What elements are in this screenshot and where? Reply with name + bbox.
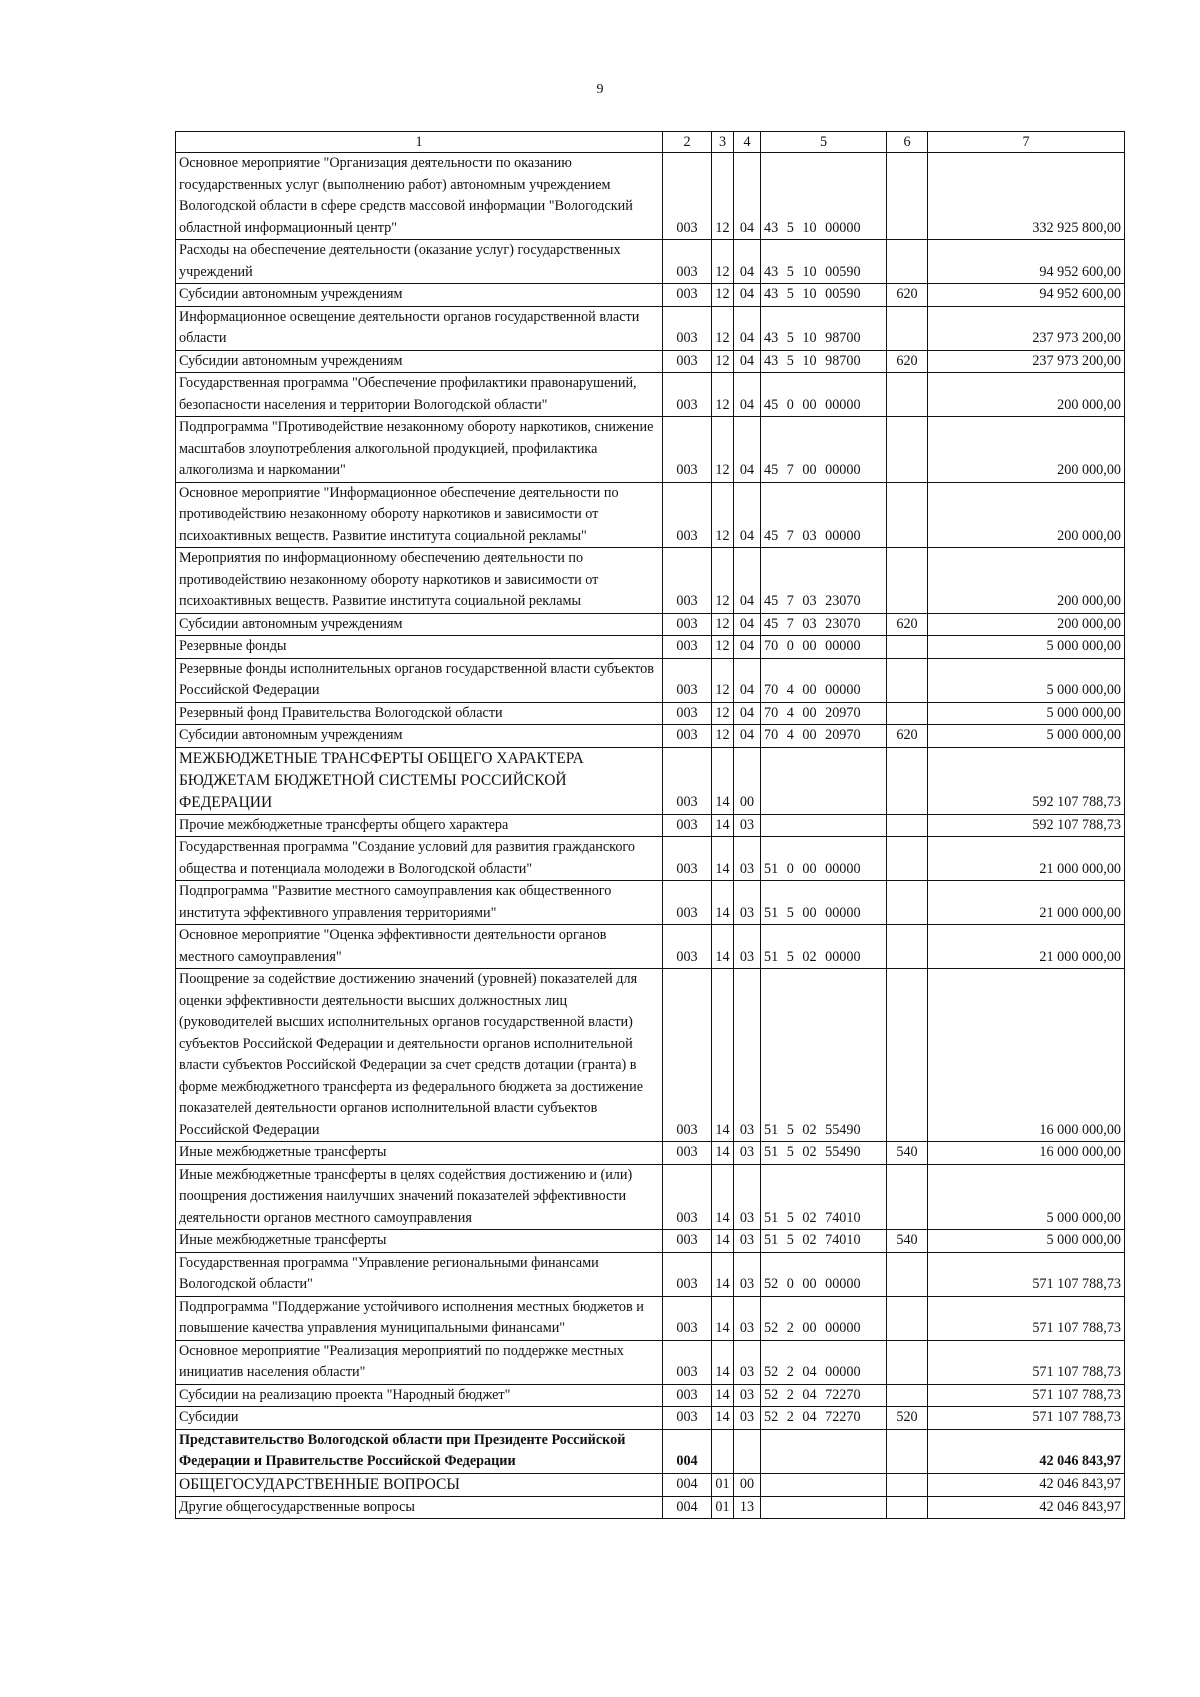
row-expense-type-code	[887, 636, 928, 659]
row-section-code: 14	[712, 1230, 734, 1253]
row-amount: 42 046 843,97	[928, 1496, 1125, 1519]
row-amount: 571 107 788,73	[928, 1384, 1125, 1407]
row-expense-type-code	[887, 881, 928, 925]
row-section-code: 12	[712, 417, 734, 483]
row-target-article-code: 45 7 03 23070	[761, 613, 887, 636]
row-subsection-code: 03	[734, 925, 761, 969]
row-section-code: 14	[712, 925, 734, 969]
table-row	[176, 1296, 1125, 1340]
row-expense-type-code	[887, 1296, 928, 1340]
row-target-article-code: 51 5 02 00000	[761, 925, 887, 969]
row-target-article-code: 51 0 00 00000	[761, 837, 887, 881]
row-target-article-code: 51 5 02 55490	[761, 969, 887, 1142]
row-expense-type-code: 620	[887, 284, 928, 307]
row-section-code: 14	[712, 814, 734, 837]
col-header-4: 4	[734, 132, 761, 153]
col-header-2: 2	[663, 132, 712, 153]
row-section-code: 12	[712, 373, 734, 417]
row-grbs-code: 003	[663, 153, 712, 240]
row-amount: 42 046 843,97	[928, 1429, 1125, 1473]
row-grbs-code: 003	[663, 1407, 712, 1430]
row-description: Государственная программа "Управление региональными финансами Вологодской области"	[176, 1252, 663, 1296]
row-amount: 5 000 000,00	[928, 1164, 1125, 1230]
row-grbs-code: 003	[663, 1164, 712, 1230]
row-grbs-code: 003	[663, 837, 712, 881]
table-row	[176, 1496, 1125, 1519]
row-grbs-code: 003	[663, 482, 712, 548]
table-row	[176, 284, 1125, 307]
row-amount: 592 107 788,73	[928, 814, 1125, 837]
row-target-article-code: 70 4 00 00000	[761, 658, 887, 702]
row-grbs-code: 003	[663, 1340, 712, 1384]
row-section-code: 01	[712, 1473, 734, 1496]
row-amount: 332 925 800,00	[928, 153, 1125, 240]
row-grbs-code: 003	[663, 284, 712, 307]
row-subsection-code: 04	[734, 548, 761, 614]
row-section-code: 14	[712, 1296, 734, 1340]
row-target-article-code	[761, 1473, 887, 1496]
row-expense-type-code	[887, 1340, 928, 1384]
row-description: Поощрение за содействие достижению значений (уровней) показателей для оценки эффективности деятельности высших должностных лиц (руководителей высших исполнительных органов государственной власти) субъектов Российской Федерации и деятельности органов исполнительной власти субъектов Российской Федерации за счет средств дотации (гранта) в форме межбюджетного трансферта из федерального бюджета за достижение показателей деятельности органов исполнительной власти субъектов Российской Федерации	[176, 969, 663, 1142]
row-description: Подпрограмма "Противодействие незаконному обороту наркотиков, снижение масштабов злоупотребления алкогольной продукцией, профилактика алкоголизма и наркомании"	[176, 417, 663, 483]
row-expense-type-code	[887, 153, 928, 240]
row-target-article-code: 52 2 04 00000	[761, 1340, 887, 1384]
table-row	[176, 747, 1125, 814]
row-grbs-code: 003	[663, 417, 712, 483]
row-section-code: 12	[712, 284, 734, 307]
row-expense-type-code	[887, 658, 928, 702]
row-amount: 5 000 000,00	[928, 725, 1125, 748]
row-target-article-code: 52 2 04 72270	[761, 1407, 887, 1430]
row-subsection-code: 04	[734, 725, 761, 748]
budget-table	[175, 131, 1125, 1519]
row-amount: 5 000 000,00	[928, 702, 1125, 725]
table-row	[176, 925, 1125, 969]
table-row	[176, 1252, 1125, 1296]
row-description: Мероприятия по информационному обеспечению деятельности по противодействию незаконному обороту наркотиков и зависимости от психоактивных веществ. Развитие института социальной рекламы	[176, 548, 663, 614]
row-amount: 200 000,00	[928, 482, 1125, 548]
row-target-article-code: 45 0 00 00000	[761, 373, 887, 417]
table-row	[176, 350, 1125, 373]
table-row	[176, 636, 1125, 659]
row-section-code: 14	[712, 747, 734, 814]
row-section-code: 12	[712, 306, 734, 350]
row-description: ОБЩЕГОСУДАРСТВЕННЫЕ ВОПРОСЫ	[176, 1473, 663, 1496]
table-row	[176, 417, 1125, 483]
row-subsection-code: 03	[734, 969, 761, 1142]
row-section-code: 12	[712, 153, 734, 240]
table-row	[176, 1164, 1125, 1230]
row-subsection-code: 04	[734, 373, 761, 417]
row-target-article-code: 52 0 00 00000	[761, 1252, 887, 1296]
row-target-article-code: 43 5 10 00000	[761, 153, 887, 240]
table-row	[176, 1230, 1125, 1253]
row-description: Субсидии	[176, 1407, 663, 1430]
row-description: Иные межбюджетные трансферты в целях содействия достижению и (или) поощрения достижения наилучших значений показателей эффективности деятельности органов местного самоуправления	[176, 1164, 663, 1230]
table-row	[176, 1340, 1125, 1384]
table-row	[176, 373, 1125, 417]
row-expense-type-code: 620	[887, 613, 928, 636]
row-description: Основное мероприятие "Информационное обеспечение деятельности по противодействию незаконному обороту наркотиков и зависимости от психоактивных веществ. Развитие института социальной рекламы"	[176, 482, 663, 548]
row-amount: 571 107 788,73	[928, 1252, 1125, 1296]
row-grbs-code: 003	[663, 658, 712, 702]
row-description: Резервный фонд Правительства Вологодской области	[176, 702, 663, 725]
header-row	[176, 132, 1125, 153]
row-expense-type-code	[887, 1429, 928, 1473]
row-description: Резервные фонды исполнительных органов государственной власти субъектов Российской Федерации	[176, 658, 663, 702]
row-expense-type-code	[887, 747, 928, 814]
table-row	[176, 837, 1125, 881]
row-section-code: 12	[712, 725, 734, 748]
row-subsection-code: 03	[734, 1384, 761, 1407]
row-subsection-code: 04	[734, 417, 761, 483]
row-description: Резервные фонды	[176, 636, 663, 659]
row-amount: 5 000 000,00	[928, 658, 1125, 702]
row-amount: 16 000 000,00	[928, 1142, 1125, 1165]
table-row	[176, 153, 1125, 240]
row-subsection-code: 00	[734, 747, 761, 814]
row-expense-type-code: 540	[887, 1230, 928, 1253]
row-grbs-code: 003	[663, 240, 712, 284]
row-expense-type-code	[887, 925, 928, 969]
table-row	[176, 1473, 1125, 1496]
table-row	[176, 482, 1125, 548]
row-expense-type-code	[887, 814, 928, 837]
row-grbs-code: 003	[663, 548, 712, 614]
row-amount: 200 000,00	[928, 613, 1125, 636]
row-expense-type-code	[887, 1496, 928, 1519]
row-target-article-code: 70 4 00 20970	[761, 702, 887, 725]
row-subsection-code: 04	[734, 306, 761, 350]
table-row	[176, 1384, 1125, 1407]
row-grbs-code: 003	[663, 814, 712, 837]
row-section-code: 14	[712, 1340, 734, 1384]
row-description: Субсидии автономным учреждениям	[176, 284, 663, 307]
row-amount: 21 000 000,00	[928, 925, 1125, 969]
row-expense-type-code	[887, 702, 928, 725]
row-section-code: 01	[712, 1496, 734, 1519]
row-amount: 571 107 788,73	[928, 1340, 1125, 1384]
row-expense-type-code	[887, 1164, 928, 1230]
row-section-code: 14	[712, 1142, 734, 1165]
row-description: МЕЖБЮДЖЕТНЫЕ ТРАНСФЕРТЫ ОБЩЕГО ХАРАКТЕРА БЮДЖЕТАМ БЮДЖЕТНОЙ СИСТЕМЫ РОССИЙСКОЙ ФЕДЕРАЦИИ	[176, 747, 663, 814]
row-subsection-code: 00	[734, 1473, 761, 1496]
row-expense-type-code	[887, 240, 928, 284]
row-amount: 21 000 000,00	[928, 837, 1125, 881]
row-amount: 42 046 843,97	[928, 1473, 1125, 1496]
row-section-code: 14	[712, 1164, 734, 1230]
row-grbs-code: 003	[663, 1384, 712, 1407]
row-target-article-code: 45 7 03 23070	[761, 548, 887, 614]
row-section-code: 14	[712, 1252, 734, 1296]
row-expense-type-code	[887, 969, 928, 1142]
table-row	[176, 1142, 1125, 1165]
row-grbs-code: 003	[663, 1296, 712, 1340]
row-target-article-code	[761, 1496, 887, 1519]
row-expense-type-code	[887, 548, 928, 614]
row-description: Государственная программа "Создание условий для развития гражданского общества и потенциала молодежи в Вологодской области"	[176, 837, 663, 881]
row-amount: 5 000 000,00	[928, 636, 1125, 659]
row-expense-type-code	[887, 373, 928, 417]
row-description: Субсидии автономным учреждениям	[176, 725, 663, 748]
table-body	[176, 153, 1125, 1519]
row-description: Основное мероприятие "Реализация мероприятий по поддержке местных инициатив населения области"	[176, 1340, 663, 1384]
row-subsection-code: 04	[734, 153, 761, 240]
row-subsection-code: 04	[734, 702, 761, 725]
row-subsection-code: 04	[734, 658, 761, 702]
row-section-code: 14	[712, 837, 734, 881]
row-section-code: 12	[712, 548, 734, 614]
page-number: 9	[596, 82, 604, 97]
row-amount: 237 973 200,00	[928, 350, 1125, 373]
table-row	[176, 969, 1125, 1142]
row-grbs-code: 003	[663, 373, 712, 417]
row-description: Субсидии на реализацию проекта "Народный бюджет"	[176, 1384, 663, 1407]
row-amount: 21 000 000,00	[928, 881, 1125, 925]
row-target-article-code	[761, 1429, 887, 1473]
row-expense-type-code: 620	[887, 350, 928, 373]
row-expense-type-code: 520	[887, 1407, 928, 1430]
row-amount: 200 000,00	[928, 417, 1125, 483]
row-subsection-code: 03	[734, 1407, 761, 1430]
row-grbs-code: 003	[663, 925, 712, 969]
row-amount: 16 000 000,00	[928, 969, 1125, 1142]
row-grbs-code: 003	[663, 725, 712, 748]
row-target-article-code	[761, 814, 887, 837]
row-subsection-code	[734, 1429, 761, 1473]
row-subsection-code: 03	[734, 1296, 761, 1340]
row-amount: 571 107 788,73	[928, 1296, 1125, 1340]
table-row	[176, 814, 1125, 837]
row-grbs-code: 003	[663, 747, 712, 814]
col-header-1: 1	[176, 132, 663, 153]
row-description: Субсидии автономным учреждениям	[176, 613, 663, 636]
row-description: Иные межбюджетные трансферты	[176, 1230, 663, 1253]
row-target-article-code: 70 4 00 20970	[761, 725, 887, 748]
row-target-article-code: 70 0 00 00000	[761, 636, 887, 659]
row-description: Иные межбюджетные трансферты	[176, 1142, 663, 1165]
row-description: Представительство Вологодской области при Президенте Российской Федерации и Правительстве Российской Федерации	[176, 1429, 663, 1473]
row-amount: 571 107 788,73	[928, 1407, 1125, 1430]
row-target-article-code: 51 5 02 74010	[761, 1230, 887, 1253]
row-section-code: 12	[712, 702, 734, 725]
row-target-article-code: 52 2 00 00000	[761, 1296, 887, 1340]
row-target-article-code: 51 5 02 55490	[761, 1142, 887, 1165]
row-description: Основное мероприятие "Оценка эффективности деятельности органов местного самоуправления"	[176, 925, 663, 969]
row-subsection-code: 03	[734, 1142, 761, 1165]
row-subsection-code: 03	[734, 1164, 761, 1230]
row-description: Расходы на обеспечение деятельности (оказание услуг) государственных учреждений	[176, 240, 663, 284]
row-section-code: 12	[712, 240, 734, 284]
row-amount: 94 952 600,00	[928, 284, 1125, 307]
row-amount: 592 107 788,73	[928, 747, 1125, 814]
row-subsection-code: 04	[734, 482, 761, 548]
row-section-code: 12	[712, 636, 734, 659]
col-header-7: 7	[928, 132, 1125, 153]
table-row	[176, 658, 1125, 702]
row-expense-type-code: 620	[887, 725, 928, 748]
row-target-article-code: 45 7 00 00000	[761, 417, 887, 483]
row-subsection-code: 13	[734, 1496, 761, 1519]
col-header-3: 3	[712, 132, 734, 153]
row-grbs-code: 003	[663, 1230, 712, 1253]
row-section-code: 14	[712, 881, 734, 925]
col-header-5: 5	[761, 132, 887, 153]
row-amount: 200 000,00	[928, 548, 1125, 614]
table-row	[176, 240, 1125, 284]
row-description: Подпрограмма "Поддержание устойчивого исполнения местных бюджетов и повышение качества управления муниципальными финансами"	[176, 1296, 663, 1340]
row-grbs-code: 003	[663, 702, 712, 725]
table-row	[176, 702, 1125, 725]
row-section-code: 14	[712, 1407, 734, 1430]
row-expense-type-code: 540	[887, 1142, 928, 1165]
row-grbs-code: 003	[663, 636, 712, 659]
row-subsection-code: 04	[734, 636, 761, 659]
row-grbs-code: 003	[663, 306, 712, 350]
row-section-code: 12	[712, 613, 734, 636]
row-section-code: 14	[712, 1384, 734, 1407]
row-description: Государственная программа "Обеспечение профилактики правонарушений, безопасности населения и территории Вологодской области"	[176, 373, 663, 417]
table-row	[176, 1429, 1125, 1473]
row-description: Основное мероприятие "Организация деятельности по оказанию государственных услуг (выполнению работ) автономным учреждением Вологодской области в сфере средств массовой информации "Вологодский областной информационный центр"	[176, 153, 663, 240]
row-expense-type-code	[887, 417, 928, 483]
row-grbs-code: 003	[663, 881, 712, 925]
row-target-article-code: 43 5 10 00590	[761, 240, 887, 284]
row-amount: 94 952 600,00	[928, 240, 1125, 284]
row-section-code: 12	[712, 658, 734, 702]
row-target-article-code: 52 2 04 72270	[761, 1384, 887, 1407]
row-grbs-code: 003	[663, 1252, 712, 1296]
row-subsection-code: 04	[734, 613, 761, 636]
row-subsection-code: 03	[734, 1230, 761, 1253]
row-target-article-code: 43 5 10 98700	[761, 306, 887, 350]
col-header-6: 6	[887, 132, 928, 153]
row-description: Подпрограмма "Развитие местного самоуправления как общественного института эффективного управления территориями"	[176, 881, 663, 925]
table-row	[176, 613, 1125, 636]
row-subsection-code: 04	[734, 284, 761, 307]
row-grbs-code: 003	[663, 613, 712, 636]
row-description: Другие общегосударственные вопросы	[176, 1496, 663, 1519]
row-subsection-code: 03	[734, 837, 761, 881]
row-section-code	[712, 1429, 734, 1473]
row-expense-type-code	[887, 482, 928, 548]
row-grbs-code: 003	[663, 969, 712, 1142]
table-row	[176, 306, 1125, 350]
row-grbs-code: 003	[663, 1142, 712, 1165]
row-expense-type-code	[887, 1384, 928, 1407]
row-grbs-code: 004	[663, 1473, 712, 1496]
row-expense-type-code	[887, 1252, 928, 1296]
row-subsection-code: 03	[734, 881, 761, 925]
row-amount: 5 000 000,00	[928, 1230, 1125, 1253]
row-target-article-code: 45 7 03 00000	[761, 482, 887, 548]
row-section-code: 12	[712, 350, 734, 373]
row-grbs-code: 004	[663, 1496, 712, 1519]
row-subsection-code: 03	[734, 1340, 761, 1384]
row-subsection-code: 04	[734, 350, 761, 373]
row-description: Информационное освещение деятельности органов государственной власти области	[176, 306, 663, 350]
row-grbs-code: 004	[663, 1429, 712, 1473]
row-expense-type-code	[887, 1473, 928, 1496]
row-grbs-code: 003	[663, 350, 712, 373]
row-subsection-code: 04	[734, 240, 761, 284]
table-row	[176, 725, 1125, 748]
row-description: Прочие межбюджетные трансферты общего характера	[176, 814, 663, 837]
row-subsection-code: 03	[734, 814, 761, 837]
row-amount: 237 973 200,00	[928, 306, 1125, 350]
row-target-article-code: 43 5 10 00590	[761, 284, 887, 307]
table-row	[176, 548, 1125, 614]
row-section-code: 14	[712, 969, 734, 1142]
row-target-article-code	[761, 747, 887, 814]
table-row	[176, 881, 1125, 925]
row-target-article-code: 51 5 02 74010	[761, 1164, 887, 1230]
row-subsection-code: 03	[734, 1252, 761, 1296]
row-target-article-code: 43 5 10 98700	[761, 350, 887, 373]
row-amount: 200 000,00	[928, 373, 1125, 417]
row-target-article-code: 51 5 00 00000	[761, 881, 887, 925]
row-expense-type-code	[887, 837, 928, 881]
row-expense-type-code	[887, 306, 928, 350]
row-description: Субсидии автономным учреждениям	[176, 350, 663, 373]
table-row	[176, 1407, 1125, 1430]
row-section-code: 12	[712, 482, 734, 548]
